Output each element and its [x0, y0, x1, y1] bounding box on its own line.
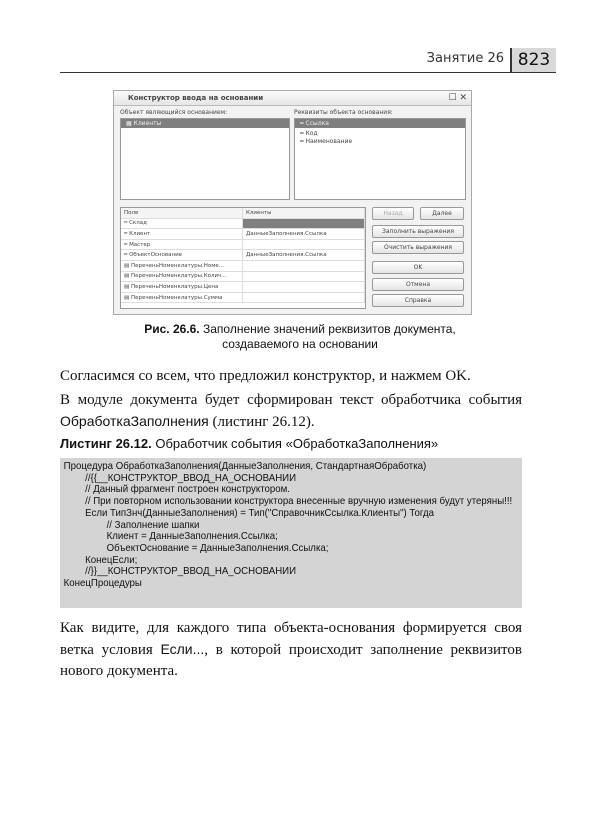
value-cell[interactable]: [243, 271, 365, 282]
field-cell[interactable]: ▤ ПереченьНоменклатуры.Колич...: [121, 271, 243, 282]
field-cell[interactable]: ▤ ПереченьНоменклатуры.Сумма: [121, 292, 243, 303]
code-line: //{{__КОНСТРУКТОР_ВВОД_НА_ОСНОВАНИИ: [63, 471, 297, 484]
list-item[interactable]: ▦ Клиенты: [121, 119, 289, 128]
running-header: [60, 46, 556, 73]
code-line: Клиент = ДанныеЗаполнения.Ссылка;: [63, 530, 278, 543]
fill-expressions-button[interactable]: Заполнить выражения: [372, 225, 464, 238]
listing-title: Листинг 26.12. Обработчик события «ОбработкаЗаполнения»: [60, 436, 439, 451]
caption-line: Заполнение значений реквизитов документа,: [202, 322, 456, 336]
figure-label: Рис. 26.6.: [144, 322, 200, 336]
field-cell[interactable]: ═ Клиент: [121, 229, 243, 240]
value-cell[interactable]: [243, 292, 365, 303]
list-item[interactable]: ═ Наименование: [300, 138, 353, 145]
field-cell[interactable]: ═ ОбъектОснование: [121, 250, 243, 261]
left-label: Объект являющийся основанием:: [120, 109, 228, 116]
code-line: // Данный фрагмент построен конструктором.: [63, 483, 290, 496]
grid-row[interactable]: [121, 282, 365, 293]
code-line: КонецЕсли;: [63, 553, 138, 566]
grid-row[interactable]: [121, 250, 365, 261]
code-line: // При повторном использовании конструктора внесенные вручную изменения будут утеряны!!!: [63, 495, 513, 508]
clear-expressions-button[interactable]: Очистить выражения: [372, 241, 464, 254]
inline-code: Если...: [160, 641, 205, 657]
value-cell[interactable]: ДанныеЗаполнения.Ссылка: [243, 250, 365, 261]
next-button[interactable]: Далее: [420, 207, 464, 220]
ok-button[interactable]: OK: [372, 261, 464, 274]
fields-grid[interactable]: [120, 207, 366, 309]
grid-row[interactable]: [121, 229, 365, 240]
code-line: Если ТипЗнч(ДанныеЗаполнения) = Тип("СправочникСсылка.Клиенты") Тогда: [63, 506, 435, 519]
attributes-list[interactable]: [294, 118, 466, 200]
field-cell[interactable]: ▤ ПереченьНоменклатуры.Цена: [121, 282, 243, 293]
code-line: Процедура ОбработкаЗаполнения(ДанныеЗаполнения, СтандартнаяОбработка): [63, 460, 427, 472]
cancel-button[interactable]: Отмена: [372, 278, 464, 291]
grid-row[interactable]: [121, 239, 365, 250]
dialog-title-bar: [114, 91, 471, 106]
list-item[interactable]: ═ Код: [300, 130, 318, 137]
value-cell[interactable]: [243, 239, 365, 250]
base-object-list[interactable]: [120, 118, 290, 200]
grid-row[interactable]: [121, 260, 365, 271]
paragraph: В модуле документа будет сформирован текст обработчика события ОбработкаЗаполнения (листинг 26.12).: [60, 392, 522, 430]
constructor-dialog-screenshot: [113, 90, 472, 315]
back-button[interactable]: Назад: [372, 207, 414, 220]
help-button[interactable]: Справка: [372, 294, 464, 307]
inline-code: ОбработкаЗаполнения: [60, 413, 209, 429]
value-cell[interactable]: ДанныеЗаполнения.Ссылка: [243, 229, 365, 240]
grid-header: Клиенты: [243, 208, 365, 218]
grid-row[interactable]: [121, 292, 365, 303]
value-cell[interactable]: [243, 282, 365, 293]
code-line: КонецПроцедуры: [63, 577, 142, 590]
field-cell[interactable]: ═ Мастер: [121, 239, 243, 250]
page-number: 823: [510, 48, 556, 72]
grid-row[interactable]: [121, 271, 365, 282]
right-label: Реквизиты объекта основания:: [294, 109, 393, 116]
code-listing: [60, 458, 522, 608]
grid-header: Поле: [121, 208, 243, 218]
caption-line: создаваемого на основании: [222, 337, 378, 351]
code-line: // Заполнение шапки: [63, 518, 200, 531]
dialog-title: Конструктор ввода на основании: [128, 94, 264, 102]
chapter-title: Занятие 26: [426, 51, 504, 66]
field-cell[interactable]: ▤ ПереченьНоменклатуры.Номе...: [121, 260, 243, 271]
window-controls-icon[interactable]: ☐ ✕: [448, 93, 467, 103]
figure-caption: [100, 322, 500, 352]
field-cell[interactable]: ═ Склад: [121, 218, 243, 229]
grid-row[interactable]: [121, 218, 365, 229]
code-line: //}}__КОНСТРУКТОР_ВВОД_НА_ОСНОВАНИИ: [63, 565, 297, 578]
value-cell[interactable]: [243, 260, 365, 271]
list-item[interactable]: ═ Ссылка: [295, 119, 465, 128]
value-cell[interactable]: [243, 218, 365, 229]
code-line: ОбъектОснование = ДанныеЗаполнения.Ссылка;: [63, 541, 329, 554]
paragraph: Как видите, для каждого типа объекта-основания формируется своя ветка условия Если..., в которой происходит заполнение реквизитов нового документа.: [60, 620, 522, 679]
paragraph: Согласимся со всем, что предложил конструктор, и нажмем OK.: [60, 368, 471, 384]
